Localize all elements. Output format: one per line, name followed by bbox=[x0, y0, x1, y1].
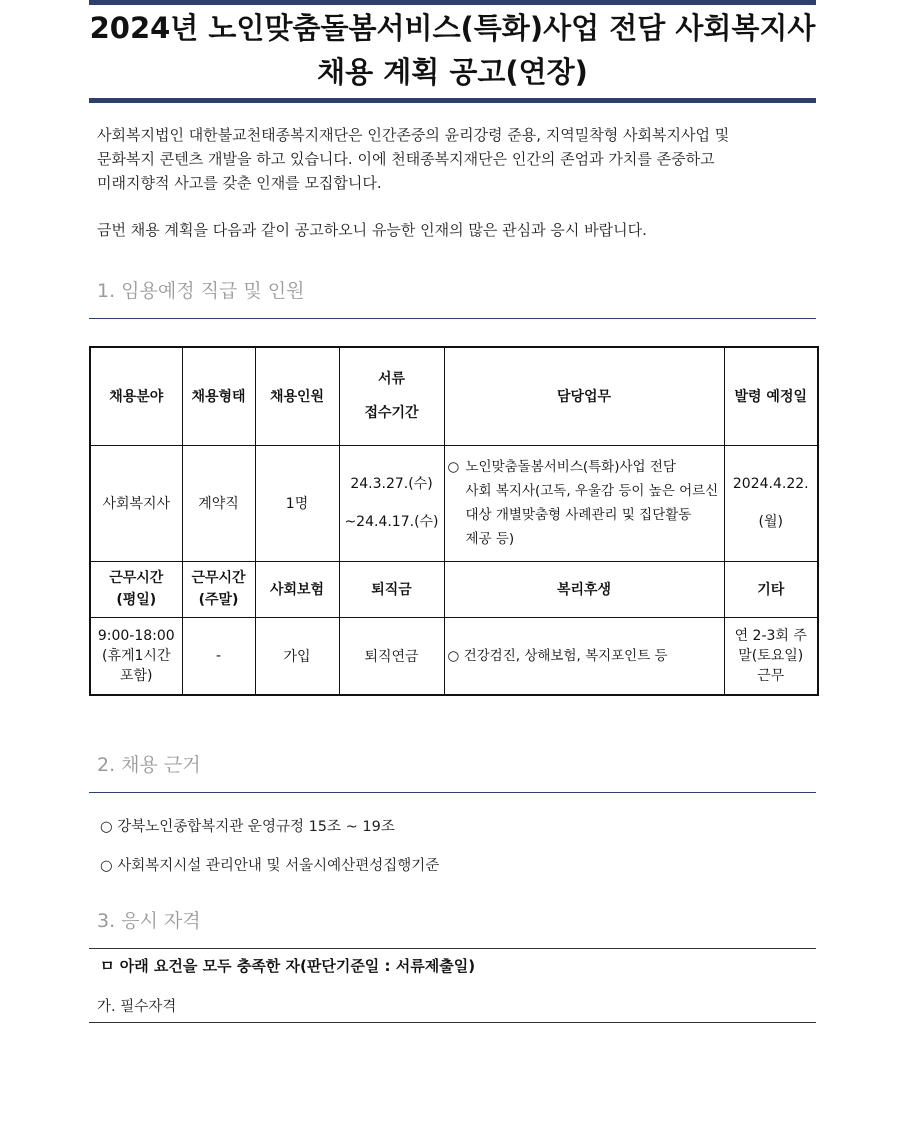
period-end: ~24.4.17.(수) bbox=[344, 514, 439, 530]
header-welfare: 복리후생 bbox=[444, 561, 724, 617]
intro-line-2: 문화복지 콘텐츠 개발을 하고 있습니다. 이에 천태종복지재단은 인간의 존엄과 가치를 존중하고 bbox=[97, 150, 715, 168]
header-weekend-hours bbox=[182, 561, 255, 617]
date-day: (월) bbox=[758, 514, 783, 530]
header-duty: 담당업무 bbox=[444, 347, 724, 445]
header-period-line-2: 접수기간 bbox=[364, 405, 419, 422]
cell-date bbox=[724, 445, 818, 561]
cell-welfare: ○ 건강검진, 상해보험, 복지포인트 등 bbox=[444, 617, 724, 695]
table-header-row-2 bbox=[90, 561, 818, 617]
period-start: 24.3.27.(수) bbox=[350, 476, 433, 492]
date-value: 2024.4.22. bbox=[732, 476, 809, 492]
header-count: 채용인원 bbox=[255, 347, 339, 445]
cell-duty bbox=[444, 445, 724, 561]
title-line-2: 채용 계획 공고(연장) bbox=[317, 55, 588, 89]
header-period bbox=[339, 347, 444, 445]
header-weekend-line-2: (주말) bbox=[198, 592, 239, 608]
requirement-heading: ㅁ 아래 요건을 모두 충족한 자(판단기준일 : 서류제출일) bbox=[100, 957, 476, 975]
header-severance: 퇴직금 bbox=[339, 561, 444, 617]
cell-weekday-hours bbox=[90, 617, 182, 695]
duty-line-3: 대상 개별맞춤형 사례관리 및 집단활동 bbox=[465, 507, 692, 523]
section-1-title: 1. 임용예정 직급 및 인원 bbox=[97, 280, 305, 302]
header-etc: 기타 bbox=[724, 561, 818, 617]
cell-field: 사회복지사 bbox=[90, 445, 182, 561]
header-date: 발령 예정일 bbox=[724, 347, 818, 445]
section-3-title: 3. 응시 자격 bbox=[97, 910, 201, 932]
title-top-rule bbox=[89, 0, 816, 5]
section-3-rule bbox=[89, 948, 816, 949]
section-2-title: 2. 채용 근거 bbox=[97, 754, 201, 776]
header-weekday-hours bbox=[90, 561, 182, 617]
duty-text-1: 노인맞춤돌봄서비스(특화)사업 전담 bbox=[465, 459, 676, 475]
basis-item-2: ○ 사회복지시설 관리안내 및 서울시예산편성집행기준 bbox=[100, 858, 440, 874]
etc-line-1: 연 2-3회 주 bbox=[734, 627, 807, 644]
etc-line-3: 근무 bbox=[757, 667, 785, 684]
recruitment-table bbox=[89, 346, 819, 696]
intro-paragraph-1 bbox=[97, 123, 817, 195]
cell-etc bbox=[724, 617, 818, 695]
title-line-1: 2024년 노인맞춤돌봄서비스(특화)사업 전담 사회복지사 bbox=[89, 11, 816, 45]
etc-line-2: 말(토요일) bbox=[738, 647, 804, 664]
title-bottom-rule bbox=[89, 98, 816, 103]
table-header-row-1 bbox=[90, 347, 818, 445]
weekday-line-2: (휴게1시간 bbox=[102, 647, 171, 664]
header-weekend-line-1: 근무시간 bbox=[191, 570, 246, 586]
intro-line-1: 사회복지법인 대한불교천태종복지재단은 인간존중의 윤리강령 준용, 지역밀착형 사회복지사업 및 bbox=[97, 126, 730, 144]
table-row-2 bbox=[90, 617, 818, 695]
header-type: 채용형태 bbox=[182, 347, 255, 445]
page-title bbox=[89, 6, 816, 94]
bullet-icon: ○ bbox=[447, 459, 460, 475]
header-field: 채용분야 bbox=[90, 347, 182, 445]
header-period-line-1: 서류 bbox=[377, 371, 406, 388]
cell-weekend: - bbox=[182, 617, 255, 695]
weekday-line-1: 9:00-18:00 bbox=[97, 627, 175, 644]
intro-line-3: 미래지향적 사고를 갖춘 인재를 모집합니다. bbox=[97, 174, 382, 192]
header-insurance: 사회보험 bbox=[255, 561, 339, 617]
cell-insurance: 가입 bbox=[255, 617, 339, 695]
cell-period bbox=[339, 445, 444, 561]
duty-line-2: 사회 복지사(고독, 우울감 등이 높은 어르신 bbox=[465, 483, 719, 499]
section-2-rule bbox=[89, 792, 816, 793]
cell-type: 계약직 bbox=[182, 445, 255, 561]
requirement-bottom-rule bbox=[89, 1022, 816, 1023]
header-weekday-line-1: 근무시간 bbox=[109, 570, 164, 586]
duty-line-4: 제공 등) bbox=[465, 531, 515, 547]
intro-paragraph-2: 금번 채용 계획을 다음과 같이 공고하오니 유능한 인재의 많은 관심과 응시 바랍니다. bbox=[97, 221, 647, 239]
duty-line-1 bbox=[448, 455, 721, 479]
section-1-rule bbox=[89, 318, 816, 319]
cell-severance: 퇴직연금 bbox=[339, 617, 444, 695]
basis-item-1: ○ 강북노인종합복지관 운영규정 15조 ~ 19조 bbox=[100, 819, 395, 835]
cell-count: 1명 bbox=[255, 445, 339, 561]
header-weekday-line-2: (평일) bbox=[116, 592, 157, 608]
table-row-1 bbox=[90, 445, 818, 561]
requirement-subheading: 가. 필수자격 bbox=[97, 999, 177, 1015]
weekday-line-3: 포함) bbox=[119, 667, 153, 684]
